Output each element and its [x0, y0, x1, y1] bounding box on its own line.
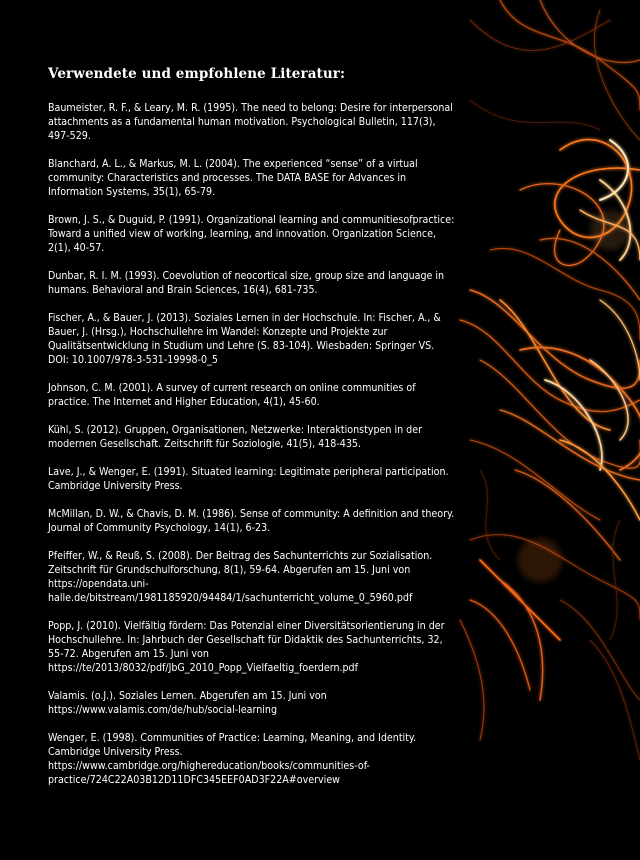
reference-entry: Kühl, S. (2012). Gruppen, Organisationen, Netzwerke: Interaktionstypen in der modernen Gesellschaft. Zeitschrift für Soziologie, 41(5), 418-435. [48, 424, 422, 450]
reference-entry: Popp, J. (2010). Vielfältig fördern: Das Potenzial einer Diversitätsorientierung in der Hochschullehre. In: Jahrbuch der Gesellschaft für Didaktik des Sachunterrichts, 32, 55-72. Abgerufen am 15. Juni von https://te/2013/8032/pdf/JbG_2010_Popp_Vielfaeltig_foerdern.pdf [48, 620, 445, 674]
section-heading: Verwendete und empfohlene Literatur: [48, 66, 346, 82]
reference-entry: Pfeiffer, W., & Reuß, S. (2008). Der Beitrag des Sachunterrichts zur Sozialisation. Zeitschrift für Grundschulforschung, 8(1), 59-64. Abgerufen am 15. Juni von https://opendata.uni-halle.de/bitstream/1981185920/94484/1/sachunterricht_volume_0_5960.pdf [48, 550, 433, 604]
literature-section [48, 66, 458, 801]
reference-entry: Johnson, C. M. (2001). A survey of current research on online communities of practice. The Internet and Higher Education, 4(1), 45-60. [48, 382, 416, 408]
reference-entry: Dunbar, R. I. M. (1993). Coevolution of neocortical size, group size and language in humans. Behavioral and Brain Sciences, 16(4), 681-735. [48, 270, 445, 296]
reference-entry: Lave, J., & Wenger, E. (1991). Situated learning: Legitimate peripheral participation. Cambridge University Press. [48, 466, 449, 492]
reference-entry: Wenger, E. (1998). Communities of Practice: Learning, Meaning, and Identity. Cambridge University Press. https://www.cambridge.org/highereducation/books/communities-of-practice/724C22A03B12D11DFC345EEF0AD3F22A#overview [48, 732, 417, 786]
reference-entry: Blanchard, A. L., & Markus, M. L. (2004). The experienced “sense” of a virtual community: Characteristics and processes. The DATA BASE for Advances in Information Systems, 35(1), 65-79. [48, 158, 418, 198]
reference-entry: McMillan, D. W., & Chavis, D. M. (1986). Sense of community: A definition and theory. Journal of Community Psychology, 14(1), 6-23. [48, 508, 455, 534]
reference-entry: Baumeister, R. F., & Leary, M. R. (1995). The need to belong: Desire for interpersonal attachments as a fundamental human motivation. Psychological Bulletin, 117(3), 497-529. [48, 102, 453, 142]
reference-entry: Fischer, A., & Bauer, J. (2013). Soziales Lernen in der Hochschule. In: Fischer, A., & Bauer, J. (Hrsg.), Hochschullehre im Wandel: Konzepte und Projekte zur Qualitätsentwicklung in Studium und Lehre (S. 83-104). Wiesbaden: Springer VS. DOI: 10.1007/978-3-531-19998-0_5 [48, 312, 441, 366]
reference-entry: Brown, J. S., & Duguid, P. (1991). Organizational learning and communitiesofpractice: Toward a unified view of working, learning, and innovation. Organization Science, 2(1), 40-57. [48, 214, 455, 254]
reference-entry: Valamis. (o.J.). Soziales Lernen. Abgerufen am 15. Juni von https://www.valamis.com/de/hub/social-learning [48, 690, 327, 716]
